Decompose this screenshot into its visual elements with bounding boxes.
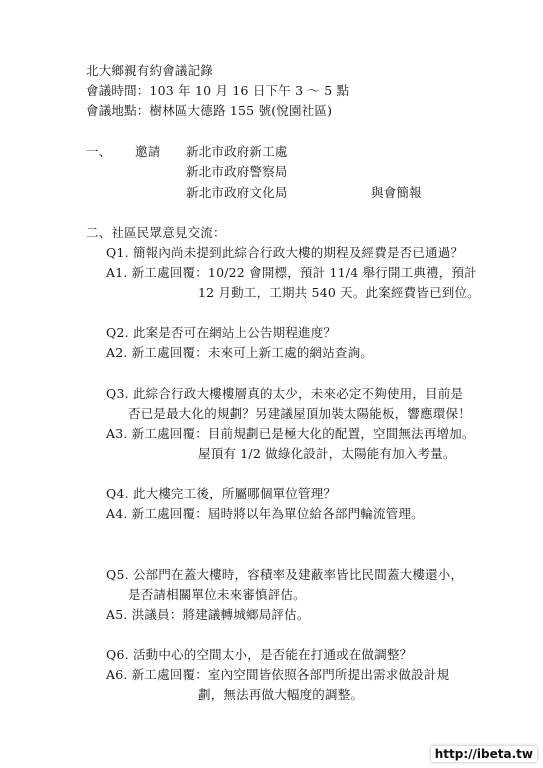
question-q4: Q4. 此大樓完工後，所屬哪個單位管理？ xyxy=(106,486,337,501)
answer-a3-cont: 屋頂有 1/2 做綠化設計，太陽能有加入考量。 xyxy=(198,446,456,461)
question-q3: Q3. 此綜合行政大樓樓層真的太少，未來必定不夠使用，目前是 xyxy=(106,386,464,401)
section1-marker: 一、 xyxy=(86,144,112,159)
question-q3-cont: 否已是最大化的規劃？另建議屋頂加裝太陽能板，響應環保！ xyxy=(128,406,471,421)
answer-a3: A3. 新工處回覆：目前規劃已是極大化的配置，空間無法再增加。 xyxy=(106,426,475,441)
invitee-item: 新北市政府新工處 xyxy=(186,144,288,159)
question-q1: Q1. 簡報內尚未提到此綜合行政大樓的期程及經費是否已通過？ xyxy=(106,245,464,260)
answer-a5: A5. 洪議員：將建議轉城鄉局評估。 xyxy=(106,607,310,622)
question-q6: Q6. 活動中心的空間太小，是否能在打通或在做調整？ xyxy=(106,647,413,662)
invitee-item: 新北市政府文化局 xyxy=(186,185,288,200)
meeting-title: 北大鄉親有約會議記錄 xyxy=(86,63,214,78)
meeting-time: 會議時間：103 年 10 月 16 日下午 3 ～ 5 點 xyxy=(86,83,350,98)
question-q5: Q5. 公部門在蓋大樓時，容積率及建蔽率皆比民間蓋大樓還小， xyxy=(106,567,464,582)
question-q5-cont: 是否請相關單位未來審慎評估。 xyxy=(128,587,306,602)
watermark-url: http://ibeta.tw xyxy=(431,746,537,762)
question-q2: Q2. 此案是否可在網站上公告期程進度？ xyxy=(106,325,337,340)
answer-a6: A6. 新工處回覆：室內空間皆依照各部門所提出需求做設計規 xyxy=(106,667,450,682)
answer-a1: A1. 新工處回覆：10/22 會開標，預計 11/4 舉行開工典禮，預計 xyxy=(106,265,477,280)
answer-a4: A4. 新工處回覆：屆時將以年為單位給各部門輪流管理。 xyxy=(106,506,424,521)
answer-a1-cont: 12 月動工，工期共 540 天。此案經費皆已到位。 xyxy=(198,285,480,300)
invitee-item: 新北市政府警察局 xyxy=(186,164,288,179)
section2-heading: 二、社區民眾意見交流： xyxy=(86,225,226,240)
answer-a2: A2. 新工處回覆：未來可上新工處的網站查詢。 xyxy=(106,345,374,360)
invitee-note: 與會簡報 xyxy=(371,185,422,200)
section1-label: 邀請 xyxy=(135,144,161,159)
meeting-place: 會議地點：樹林區大德路 155 號(悅園社區) xyxy=(86,103,333,118)
answer-a6-cont: 劃，無法再做大幅度的調整。 xyxy=(198,687,364,702)
